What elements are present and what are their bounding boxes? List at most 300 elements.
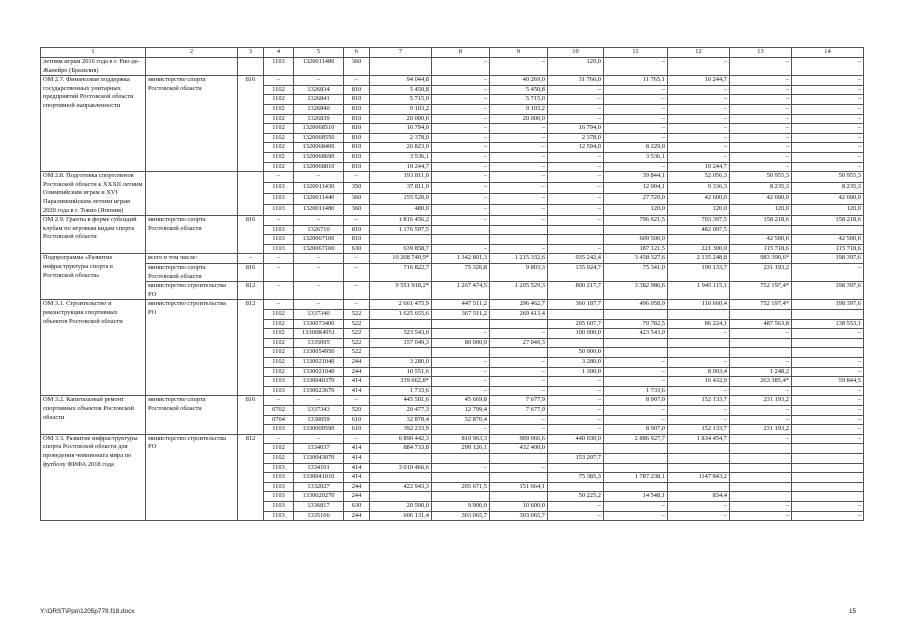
table-cell: 1330059 (294, 415, 344, 425)
table-cell: 812 (238, 282, 264, 300)
table-cell: 0702 (264, 405, 294, 415)
table-cell: 70 782,5 (604, 319, 668, 329)
table-cell: 1 816 456,2 (370, 216, 432, 226)
table-row (41, 58, 864, 76)
table-cell: – (604, 124, 668, 134)
table-cell: – (792, 358, 864, 368)
table-cell (370, 58, 432, 76)
table-cell (792, 473, 864, 483)
table-cell (490, 492, 548, 502)
table-cell: 152 133,7 (668, 396, 730, 406)
table-cell: 496 058,9 (604, 300, 668, 310)
table-cell: – (432, 425, 490, 435)
table-cell: – (668, 85, 730, 95)
table-cell: 152 133,7 (668, 425, 730, 435)
table-cell: – (730, 434, 792, 444)
table-cell: 10 244,7 (668, 76, 730, 86)
table-cell: 1102 (264, 367, 294, 377)
table-cell: – (294, 172, 344, 183)
table-cell: 935 242,4 (548, 254, 604, 264)
table-cell (490, 473, 548, 483)
table-cell: – (548, 244, 604, 254)
table-cell: 9 103,2 (370, 104, 432, 114)
table-cell: – (668, 511, 730, 521)
table-cell (490, 235, 548, 245)
table-cell: 9 900,0 (432, 501, 490, 511)
table-cell: – (792, 434, 864, 444)
table-cell: 42 500,0 (792, 235, 864, 245)
table-cell: – (432, 244, 490, 254)
table-cell: 1330054950 (294, 348, 344, 358)
table-cell (238, 172, 264, 216)
table-cell: 42 500,0 (730, 235, 792, 245)
table-cell: 1326839 (294, 114, 344, 124)
table-cell: – (668, 501, 730, 511)
table-cell: 1102 (264, 143, 294, 153)
table-cell: 1326710 (294, 225, 344, 235)
table-cell: 812 (238, 434, 264, 520)
file-path: Y:\ORST\Ppo\1205p779.f18.docx (40, 608, 135, 615)
table-cell: 796 621,5 (604, 216, 668, 226)
table-cell: 1103 (264, 492, 294, 502)
table-cell: 1103 (264, 501, 294, 511)
table-cell (792, 338, 864, 348)
table-cell: 1326834 (294, 85, 344, 95)
table-cell (370, 235, 432, 245)
table-cell: 1102 (264, 95, 294, 105)
table-cell: – (604, 511, 668, 521)
row-label: ОМ 2.7. Финансовая поддержка государственных унитарных предприятий Ростовской области спортивной направленности (41, 76, 146, 172)
table-cell: 198 397,6 (792, 254, 864, 264)
table-cell: 10 268 740,9* (370, 254, 432, 264)
executor-cell: министерство строительства РО (146, 282, 238, 300)
table-cell: – (548, 152, 604, 162)
table-cell (548, 225, 604, 235)
table-cell: 1147 843,2 (668, 473, 730, 483)
table-cell: – (668, 124, 730, 134)
table-cell: – (490, 162, 548, 172)
table-cell: 522 (344, 338, 370, 348)
table-cell: – (490, 143, 548, 153)
table-cell: 610 (344, 415, 370, 425)
table-cell: 5 715,0 (370, 95, 432, 105)
table-cell: 231 193,2 (730, 425, 792, 435)
table-cell: – (730, 95, 792, 105)
document-page (40, 47, 863, 521)
table-cell: 9 803,3 (490, 264, 548, 282)
table-cell: 1102 (264, 358, 294, 368)
table-cell: 40 269,0 (490, 76, 548, 86)
table-cell: – (730, 415, 792, 425)
table-cell: 1103 (264, 244, 294, 254)
table-cell: 1103 (264, 511, 294, 521)
table-cell: – (490, 133, 548, 143)
table-cell: 414 (344, 453, 370, 463)
table-cell (730, 225, 792, 235)
table-cell: – (490, 172, 548, 183)
table-cell: – (432, 386, 490, 396)
table-cell: – (344, 76, 370, 86)
table-cell: – (792, 114, 864, 124)
table-cell: 1320068810 (294, 162, 344, 172)
table-cell: 639 858,7 (370, 244, 432, 254)
table-cell: 10 244,7 (668, 162, 730, 172)
table-cell: 244 (344, 482, 370, 492)
table-cell: – (490, 463, 548, 473)
table-cell: – (668, 114, 730, 124)
table-cell: 447 511,2 (432, 300, 490, 310)
table-cell: 414 (344, 444, 370, 454)
table-cell: 20 477,3 (370, 405, 432, 415)
table-cell: 1102 (264, 85, 294, 95)
table-cell: – (604, 501, 668, 511)
table-cell: 16 794,0 (370, 124, 432, 134)
table-cell: 392 233,9 (370, 425, 432, 435)
table-cell: 8 003,4 (668, 367, 730, 377)
table-row (41, 264, 864, 282)
table-cell: 1332027 (294, 482, 344, 492)
table-cell (792, 453, 864, 463)
executor-cell (146, 172, 238, 216)
table-cell: – (490, 216, 548, 226)
table-cell: 135 024,7 (548, 264, 604, 282)
table-cell: 303 065,7 (432, 511, 490, 521)
table-cell: – (432, 172, 490, 183)
table-cell: 1 205 529,3 (490, 282, 548, 300)
table-cell: – (344, 264, 370, 282)
column-header: 5 (294, 48, 344, 58)
table-cell: – (548, 415, 604, 425)
table-cell: 487 563,8 (730, 319, 792, 329)
table-cell: – (792, 143, 864, 153)
table-cell: – (668, 405, 730, 415)
table-cell: 10 244,7 (370, 162, 432, 172)
table-cell: – (792, 85, 864, 95)
table-cell: 1330073400 (294, 319, 344, 329)
table-cell: – (730, 133, 792, 143)
table-cell: 1320067100 (294, 244, 344, 254)
table-cell (432, 473, 490, 483)
table-cell: – (432, 58, 490, 76)
table-cell: 244 (344, 511, 370, 521)
table-cell: 367 511,2 (432, 310, 490, 320)
row-label: ОМ 3.3. Развитие инфраструктуры спорта Ростовской области для проведения чемпионата мира по футболу ФИФА 2018 года (41, 434, 146, 520)
table-cell: – (294, 216, 344, 226)
table-cell: 1326841 (294, 95, 344, 105)
table-cell: – (730, 358, 792, 368)
table-cell: – (668, 58, 730, 76)
table-cell: 10 600,0 (490, 501, 548, 511)
table-cell: 37 811,0 (370, 183, 432, 194)
table-cell: 1103 (264, 58, 294, 76)
table-cell: 1102 (264, 453, 294, 463)
table-cell: – (548, 511, 604, 521)
table-cell: 360 187,7 (548, 300, 604, 310)
table-cell (548, 310, 604, 320)
table-cell: 1103 (264, 205, 294, 216)
table-cell: 1102 (264, 104, 294, 114)
table-cell: – (792, 162, 864, 172)
executor-cell: министерство спорта Ростовской области (146, 216, 238, 254)
table-cell: 3 536,1 (370, 152, 432, 162)
table-cell: 350 (344, 183, 370, 194)
table-cell: – (604, 405, 668, 415)
table-cell: – (548, 377, 604, 387)
table-cell: 221 300,0 (668, 244, 730, 254)
table-cell: – (792, 367, 864, 377)
table-cell: 609 500,0 (604, 235, 668, 245)
table-cell: 52 056,3 (668, 172, 730, 183)
table-cell: 244 (344, 492, 370, 502)
table-cell: – (792, 104, 864, 114)
table-cell: – (344, 254, 370, 264)
table-cell (792, 492, 864, 502)
table-cell: 1103 (264, 482, 294, 492)
table-cell: 834,4 (668, 492, 730, 502)
table-cell: 522 (344, 348, 370, 358)
table-cell: 752 197,4* (730, 300, 792, 310)
table-cell: 810 (344, 104, 370, 114)
table-cell: 1 787 238,1 (604, 473, 668, 483)
table-row (41, 76, 864, 86)
table-cell: 1320068400 (294, 143, 344, 153)
table-cell: – (792, 415, 864, 425)
table-cell: 231 193,2 (730, 264, 792, 282)
table-cell (730, 473, 792, 483)
table-cell: 810 (344, 225, 370, 235)
table-cell: – (792, 95, 864, 105)
column-header: 12 (668, 48, 730, 58)
table-cell: 414 (344, 377, 370, 387)
table-cell: 1 342 801,3 (432, 254, 490, 264)
table-cell (370, 319, 432, 329)
table-cell: – (548, 162, 604, 172)
table-cell: 1103 (264, 225, 294, 235)
table-row (41, 300, 864, 310)
table-cell: 630 (344, 244, 370, 254)
table-cell: 360 (344, 58, 370, 76)
table-cell: – (264, 300, 294, 310)
table-cell: 1103 (264, 463, 294, 473)
table-cell: 8 907,0 (604, 396, 668, 406)
table-cell: 1103 (264, 425, 294, 435)
table-cell: – (548, 95, 604, 105)
table-cell (668, 235, 730, 245)
table-cell: – (432, 162, 490, 172)
table-cell: – (792, 329, 864, 339)
table-cell (548, 235, 604, 245)
table-body (41, 48, 864, 521)
table-cell: 1330041010 (294, 473, 344, 483)
table-cell: 360 (344, 205, 370, 216)
table-cell (730, 310, 792, 320)
table-cell: 1320068550 (294, 133, 344, 143)
table-cell: 31 766,0 (548, 76, 604, 86)
table-cell: 120,0 (730, 205, 792, 216)
column-header: 9 (490, 48, 548, 58)
table-cell: – (792, 152, 864, 162)
table-cell: 480,0 (370, 205, 432, 216)
table-cell: 20 500,0 (370, 501, 432, 511)
column-header: 1 (41, 48, 146, 58)
table-cell: – (730, 162, 792, 172)
column-header: 8 (432, 48, 490, 58)
table-cell: 1102 (264, 310, 294, 320)
table-cell (792, 348, 864, 358)
table-cell: – (604, 114, 668, 124)
table-cell: 190 133,7 (668, 264, 730, 282)
table-cell: – (432, 76, 490, 86)
table-cell: 520 (344, 405, 370, 415)
table-cell: – (730, 386, 792, 396)
table-cell: 9 103,2 (490, 104, 548, 114)
table-cell: 198 397,6 (792, 300, 864, 310)
table-cell (548, 338, 604, 348)
table-cell: – (668, 95, 730, 105)
column-header: 7 (370, 48, 432, 58)
table-cell: – (490, 205, 548, 216)
column-header: 13 (730, 48, 792, 58)
executor-cell: министерство спорта Ростовской области (146, 396, 238, 434)
table-cell: 440 030,0 (548, 434, 604, 444)
table-cell: 1330021040 (294, 367, 344, 377)
table-cell: 423 543,0 (604, 329, 668, 339)
table-cell: 1 215 332,6 (490, 254, 548, 264)
table-cell: 630 (344, 501, 370, 511)
table-cell: 1103 (264, 183, 294, 194)
table-cell: 120,0 (792, 205, 864, 216)
table-cell: 819 963,3 (432, 434, 490, 444)
table-cell: 1330040370 (294, 377, 344, 387)
table-cell: 5 450,8 (370, 85, 432, 95)
table-cell: – (604, 367, 668, 377)
table-cell (668, 453, 730, 463)
table-cell: – (432, 358, 490, 368)
table-cell: 3 458 327,6 (604, 254, 668, 264)
table-cell: – (668, 329, 730, 339)
table-cell (668, 463, 730, 473)
table-cell: – (344, 434, 370, 444)
table-cell: 816 (238, 216, 264, 254)
table-cell: 3 382 986,6 (604, 282, 668, 300)
table-cell (548, 463, 604, 473)
table-cell (432, 319, 490, 329)
budget-table (40, 47, 864, 521)
table-cell: 2 886 927,7 (604, 434, 668, 444)
table-cell: 75 385,3 (548, 473, 604, 483)
table-cell: – (548, 501, 604, 511)
row-label: ОМ 3.2. Капитальный ремонт спортивных объектов Ростовской области (41, 396, 146, 434)
table-cell: – (792, 386, 864, 396)
table-cell: – (730, 114, 792, 124)
table-cell: 3 280,0 (548, 358, 604, 368)
table-cell: 27 720,0 (604, 194, 668, 205)
table-cell (792, 482, 864, 492)
table-cell: 1102 (264, 124, 294, 134)
table-cell (432, 348, 490, 358)
table-cell: 14 548,1 (604, 492, 668, 502)
table-cell: 1320011480 (294, 58, 344, 76)
table-cell: 20 823,0 (370, 143, 432, 153)
table-cell: – (294, 396, 344, 406)
table-cell (668, 338, 730, 348)
executor-cell: всего в том числе: (146, 254, 238, 264)
table-cell: 155 520,0 (370, 194, 432, 205)
table-cell: 27 049,3 (490, 338, 548, 348)
table-cell: 7 677,9 (490, 405, 548, 415)
table-cell: 810 (344, 124, 370, 134)
table-cell: 86 224,1 (668, 319, 730, 329)
row-label: ОМ 2.9. Гранты в форме субсидий клубам по игровым видам спорта Ростовской области (41, 216, 146, 254)
table-cell: 269 413,4 (490, 310, 548, 320)
table-cell: 422 943,3 (370, 482, 432, 492)
table-cell: 1 945 115,1 (668, 282, 730, 300)
table-cell: 2 378,0 (370, 133, 432, 143)
table-cell: – (548, 104, 604, 114)
table-cell: 1103 (264, 235, 294, 245)
table-cell: 231 193,2 (730, 396, 792, 406)
table-cell (730, 348, 792, 358)
table-cell: – (548, 396, 604, 406)
table-cell: 3 280,0 (370, 358, 432, 368)
table-cell: – (432, 183, 490, 194)
table-cell: 2 661 475,9 (370, 300, 432, 310)
table-cell: – (264, 282, 294, 300)
table-cell: – (548, 216, 604, 226)
table-cell: 50 225,2 (548, 492, 604, 502)
table-cell: 523 543,0 (370, 329, 432, 339)
table-cell: 153 207,7 (548, 453, 604, 463)
table-cell: 94 044,8 (370, 76, 432, 86)
table-cell: 0704 (264, 415, 294, 425)
table-cell (432, 235, 490, 245)
table-cell: – (264, 434, 294, 444)
table-cell: 2 135 248,8 (668, 254, 730, 264)
table-cell (604, 338, 668, 348)
table-cell: 414 (344, 463, 370, 473)
table-cell: 303 065,7 (490, 511, 548, 521)
table-cell: 1102 (264, 329, 294, 339)
table-cell: – (668, 133, 730, 143)
table-cell (668, 482, 730, 492)
table-cell: 1102 (264, 444, 294, 454)
table-cell: 1330000590 (294, 425, 344, 435)
table-cell: – (548, 405, 604, 415)
table-cell: – (792, 405, 864, 415)
table-cell: – (792, 133, 864, 143)
table-cell: – (604, 358, 668, 368)
table-cell: 810 (344, 162, 370, 172)
column-header: 6 (344, 48, 370, 58)
table-row (41, 216, 864, 226)
table-cell: – (730, 329, 792, 339)
table-cell: 8 235,3 (730, 183, 792, 194)
table-cell (432, 492, 490, 502)
row-label: ОМ 2.8. Подготовка спортсменов Ростовской области к XXXII летним Олимпийским играм и XVI Паралимпийским летним играм 2020 года в г. Токио (Япония) (41, 172, 146, 216)
table-cell: – (294, 264, 344, 282)
table-cell (730, 482, 792, 492)
table-cell: – (490, 244, 548, 254)
table-cell: – (238, 254, 264, 264)
table-cell: 1103 (264, 473, 294, 483)
table-cell: 115 718,6 (792, 244, 864, 254)
table-cell: 1330021040 (294, 358, 344, 368)
table-cell: 75 341,0 (604, 264, 668, 282)
table-cell: – (668, 386, 730, 396)
table-cell: 50 000,0 (548, 348, 604, 358)
table-row (41, 434, 864, 444)
column-header: 3 (238, 48, 264, 58)
